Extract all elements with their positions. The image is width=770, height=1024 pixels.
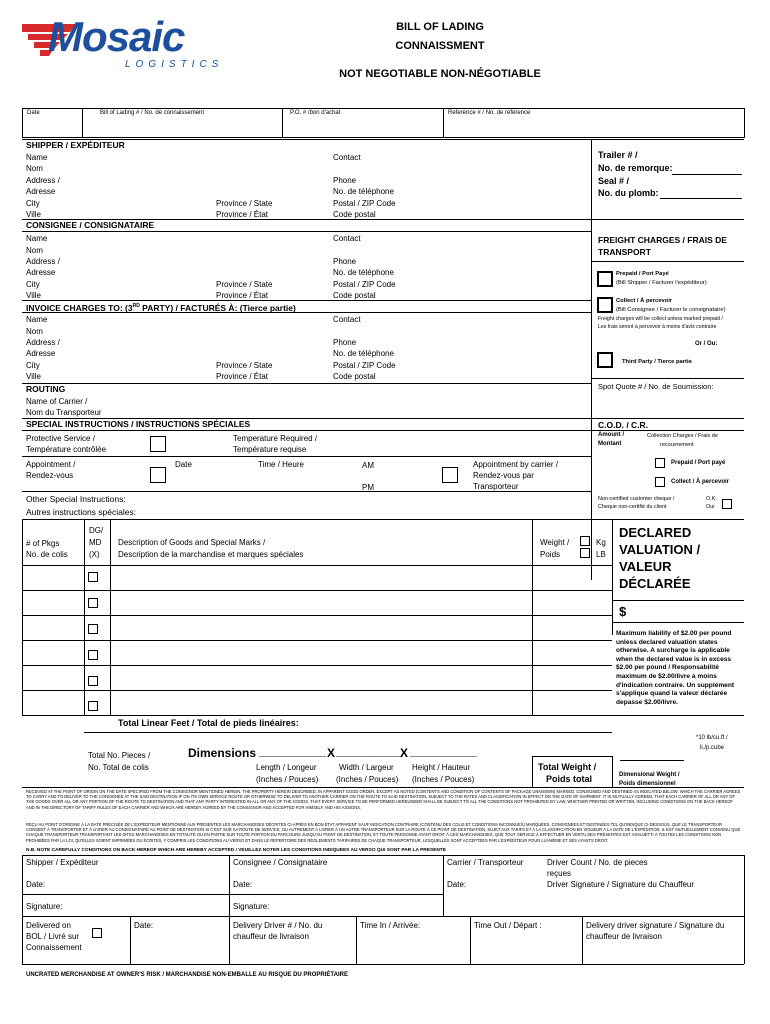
weight-label: Weight / — [540, 538, 570, 547]
other-instructions-fr-label: Autres instructions spéciales: — [26, 507, 137, 517]
delivery-date-label[interactable]: Date: — [134, 921, 154, 930]
dg-checkbox-3[interactable] — [88, 624, 98, 634]
invoice-phone-fr-label: No. de téléphone — [333, 349, 394, 358]
remorque-label: No. de remorque: — [598, 163, 673, 173]
consignee-nom-label: Nom — [26, 246, 43, 255]
freight-collect-label: Collect / À percevoir — [616, 298, 673, 304]
shipper-city-label: City — [26, 199, 40, 208]
freight-prepaid-checkbox[interactable] — [597, 271, 613, 287]
company-logo — [20, 13, 224, 74]
freight-note-2: Les frais seront à percevoir à moins d'avis contraire — [598, 324, 717, 330]
total-pieces-label: Total No. Pieces / — [88, 751, 151, 760]
logo-sub: LOGISTICS — [125, 59, 224, 70]
consignee-ville-label: Ville — [26, 291, 41, 300]
logo-brand: Mosaic — [48, 13, 185, 60]
consignee-contact-label: Contact — [333, 234, 361, 243]
height-label: Height / Hauteur — [412, 763, 471, 772]
shipper-ville-label: Ville — [26, 210, 41, 219]
freight-note-1: Freight charges will be collect unless marked prepaid / — [598, 316, 723, 322]
linear-feet-label: Total Linear Feet / Total de pieds linéaires: — [118, 718, 299, 728]
delivery-signature-label: Delivery driver signature / Signature du — [586, 921, 725, 930]
description-fr-label: Description de la marchandise et marques spéciales — [118, 550, 304, 559]
legal-note: N.B. NOTE CAREFULLY CONDITIONS ON BACK HEREOF WHICH ARE HEREBY ACCEPTED / VEUILLEZ NOTER LES CONDITIONS INDIQUÉES AU VERSO QUI SONT PAR LA PRÉSENTE — [26, 848, 446, 853]
protective-service-fr-label: Température contrôlée — [26, 445, 107, 454]
freight-or: Or / Ou: — [695, 341, 718, 347]
dg-checkbox-4[interactable] — [88, 650, 98, 660]
seal-label: Seal # / — [598, 176, 630, 186]
cube-rate-label: *10 lb/cu.ft / — [696, 735, 728, 741]
routing-title: ROUTING — [26, 384, 66, 394]
cod-prepaid-checkbox[interactable] — [655, 458, 665, 468]
weight-lb-checkbox[interactable] — [580, 548, 590, 558]
shipper-nom-label: Nom — [26, 164, 43, 173]
cod-ok-label: O.K. — [706, 496, 717, 502]
consignee-phone-fr-label: No. de téléphone — [333, 268, 394, 277]
dimensions-label: Dimensions — [188, 746, 257, 760]
total-weight-label: Total Weight / — [538, 762, 597, 772]
shipper-adresse-label: Adresse — [26, 187, 56, 196]
dimensional-weight-label: Dimensional Weight / — [619, 772, 680, 778]
freight-prepaid-sub: (Bill Shipper / Facturer l'expéditeur) — [616, 280, 707, 286]
cod-fees-label-2: recouvrement — [660, 442, 694, 448]
driver-signature-label: Driver Signature / Signature du Chauffeur — [547, 880, 695, 889]
dg-checkbox-2[interactable] — [88, 598, 98, 608]
delivery-driver-number-label-2: chauffeur de livraison — [233, 932, 309, 941]
freight-collect-sub: (Bill Consignee / Facturer le consignataire) — [616, 307, 726, 313]
declared-title-3: VALEUR — [619, 559, 672, 574]
lb-label: LB — [596, 550, 606, 559]
dimensional-weight-fr-label: Poids dimensionnel — [619, 781, 676, 787]
title-not-negotiable: NOT NEGOTIABLE NON-NÉGOTIABLE — [339, 68, 541, 80]
cod-ok-checkbox[interactable] — [722, 499, 732, 509]
x-label: (X) — [89, 550, 100, 559]
invoice-phone-label: Phone — [333, 338, 357, 347]
dimension-x-2: X — [400, 746, 409, 760]
cod-fees-label: Collection Charges / Frais de — [647, 433, 718, 439]
md-label: MD — [89, 538, 102, 547]
width-label: Width / Largeur — [339, 763, 394, 772]
consignee-title: CONSIGNEE / CONSIGNATAIRE — [26, 220, 155, 230]
protective-service-checkbox[interactable] — [150, 436, 166, 452]
legal-terms-french: REÇU AU POINT D'ORIGINE À LA DATE PRÉCISÉE DE L'EXPÉDITEUR MENTIONNÉ AUX PRÉSENTES LES MARCHANDISES DÉCRITES CI-APRÈS EN BON ÉTAT APPARENT SAUF INDICATION CONTRAIRE (CONTENU DES COLIS ET CONDITIONS INCONNUES) MARQUÉES, CONSIGNÉES ET DESTINÉES TEL QU'INDIQUÉ CI-DESSOUS, QUE LE TRANSPORTEUR CONSENT À TRANSPORTER ET À LIVRER AU CONSIGNATAIRE AU POINT DE DESTINATION SI C'EST SUR SA ROUTE DE SERVICE, OU AUTREMENT À LIVRER À UN AUTRE TRANSPORTEUR SUR LA ROUTE À CE POINT DE DESTINATION, SUJET AUX TARIFS ET À LA CLASSIFICATION EN VIGUEUR À LA DATE DE L'EXPÉDITION. IL EST MUTUELLEMENT CONVENU QUE CHAQUE TRANSPORTEUR TRANSPORTANT LES DITES MARCHANDISES EN TOTALITÉ OU EN PARTIE SUR TOUTE PORTION DU PARCOURS JUSQU'AU POINT DE DESTINATION, ET TOUTE PERSONNE AYANT DROIT À CES MARCHANDISES, QUE TOUT SERVICE À EFFECTUER EN VERTU DES PRÉSENTES EST ASSUJETTI À TOUTES LES CONDITIONS NON PROHIBÉES PAR LA LOI, QU'ELLES SOIENT IMPRIMÉES OU ÉCRITES, Y COMPRIS LES CONDITIONS AU VERSO ET DANS LE RÉPERTOIRE DES RÈGLEMENTS TARIFAIRES DE CHAQUE TRANSPORTEUR, LESQUELLES SONT ACCEPTÉES PAR L'EXPÉDITEUR POUR LUI-MÊME ET SES AYANTS DROIT. — [26, 822, 741, 843]
dimension-x-1: X — [327, 746, 336, 760]
driver-count-label: Driver Count / No. de pieces — [547, 858, 648, 867]
shipper-name-label: Name — [26, 153, 48, 162]
appointment-by-carrier-label-3: Transporteur — [473, 482, 519, 491]
invoice-city-label: City — [26, 361, 40, 370]
invoice-postal-fr-label: Code postal — [333, 372, 376, 381]
appointment-by-carrier-label: Appointment by carrier / — [473, 460, 558, 469]
appointment-label: Appointment / — [26, 460, 76, 469]
consignee-address-label: Address / — [26, 257, 60, 266]
sign-shipper-date[interactable]: Date: — [26, 880, 46, 889]
protective-service-label: Protective Service / — [26, 434, 95, 443]
kg-label: Kg — [596, 538, 606, 547]
invoice-province-label: Province / State — [216, 361, 273, 370]
trailer-label: Trailer # / — [598, 150, 638, 160]
appointment-by-carrier-checkbox[interactable] — [442, 467, 458, 483]
consignee-postal-fr-label: Code postal — [333, 291, 376, 300]
title-bol: BILL OF LADING — [396, 21, 484, 33]
appointment-by-carrier-label-2: Rendez-vous par — [473, 471, 534, 480]
cod-montant-label: Montant — [598, 441, 622, 447]
appointment-checkbox[interactable] — [150, 467, 166, 483]
shipper-phone-fr-label: No. de téléphone — [333, 187, 394, 196]
delivery-signature-label-2: chauffeur de livraison — [586, 932, 662, 941]
dg-label: DG/ — [89, 526, 104, 535]
consignee-adresse-label: Adresse — [26, 268, 56, 277]
length-unit-label: (Inches / Pouces) — [256, 775, 319, 784]
cod-collect-label: Collect / À percevoir — [671, 479, 730, 485]
freight-collect-checkbox[interactable] — [597, 297, 613, 313]
cod-prepaid-label: Prepaid / Port payé — [671, 460, 726, 466]
cod-oui-label: Oui — [706, 504, 715, 510]
invoice-address-label: Address / — [26, 338, 60, 347]
sign-consignee-signature[interactable]: Signature: — [233, 902, 270, 911]
date-field[interactable]: Date — [27, 110, 40, 116]
temperature-required-label: Temperature Required / — [233, 434, 318, 443]
declared-title-2: VALUATION / — [619, 542, 701, 557]
consignee-province-fr-label: Province / État — [216, 291, 269, 300]
other-instructions-label: Other Special Instructions: — [26, 494, 126, 504]
sign-consignee-label: Consignee / Consignataire — [233, 858, 328, 867]
driver-count-label-2: reçues — [547, 869, 572, 878]
delivered-on-label-3: Connaissement — [26, 943, 82, 952]
width-unit-label: (Inches / Pouces) — [336, 775, 399, 784]
legal-terms-english: RECEIVED AT THE POINT OF ORIGIN ON THE DATE SPECIFIED FROM THE CONSIGNOR MENTIONED HEREIN, THE PROPERTY HEREIN DESCRIBED, IN APPARENT GOOD ORDER, EXCEPT AS NOTED (CONTENTS AND CONDITION OF CONTENTS OF PACKAGE UNKNOWN) MARKED, CONSIGNED AND DESTINED AS INDICATED BELOW, WHICH THE CARRIER AGREES TO CARRY AND TO DELIVER TO THE CONSIGNEE AT THE SAID DESTINATION IF ON ITS OWN SERVICE ROUTE OR OTHERWISE TO DELIVER TO ANOTHER CARRIER ON THE ROUTE TO SAID DESTINATION, SUBJECT TO THE RATES AND CLASSIFICATION IN EFFECT ON THE DATE OF SHIPMENT. IT IS MUTUALLY AGREED, THAT EACH CARRIER OF ALL OR ANY OF THE GOODS OVER ALL OR ANY PORTION OF THE ROUTE TO DESTINATION AND THAT ANY PARTY INTERESTED IN ALL OR ANY OF THE GOODS, THAT EVERY SERVICE TO BE PERFORMED HEREUNDER SHALL BE SUBJECT TO ALL THE CONDITIONS NOT PROHIBITED BY LAW, WHETHER PRINTED OR WRITTEN, INCLUDING CONDITIONS ON THE BACK HEREOF AND IN THE DIRECTORY OF TARIFF RULES OF EACH CARRIER AND WHICH ARE HEREBY AGREED BY THE CONSIGNOR AND ACCEPTED FOR HIMSELF AND HIS ASSIGNS. — [26, 789, 741, 810]
dg-checkbox-5[interactable] — [88, 676, 98, 686]
invoice-name-label: Name — [26, 315, 48, 324]
plomb-label: No. du plomb: — [598, 188, 659, 198]
total-pieces-fr-label: No. Total de colis — [88, 763, 149, 772]
colis-label: No. de colis — [26, 550, 68, 559]
shipper-postal-fr-label: Code postal — [333, 210, 376, 219]
delivered-on-label: Delivered on — [26, 921, 71, 930]
temperature-required-fr-label: Température requise — [233, 445, 307, 454]
carrier-name-label: Name of Carrier / — [26, 397, 88, 406]
dg-checkbox-1[interactable] — [88, 572, 98, 582]
invoice-province-fr-label: Province / État — [216, 372, 269, 381]
invoice-charges-title: INVOICE CHARGES TO: (3RD PARTY) / FACTURÉS À: (Tierce partie) — [26, 302, 296, 313]
poids-label: Poids — [540, 550, 561, 559]
time-out-label[interactable]: Time Out / Départ : — [474, 921, 542, 930]
consignee-name-label: Name — [26, 234, 48, 243]
shipper-postal-label: Postal / ZIP Code — [333, 199, 396, 208]
declared-value-dollar[interactable]: $ — [619, 604, 627, 619]
cod-cheque-label-2: Cheque non-certifié du client — [598, 504, 667, 510]
special-instructions-title: SPECIAL INSTRUCTIONS / INSTRUCTIONS SPÉCIALES — [26, 419, 251, 429]
consignee-postal-label: Postal / ZIP Code — [333, 280, 396, 289]
dimension-length-blank[interactable]: __________ — [259, 744, 326, 758]
pkgs-label: # of Pkgs — [26, 539, 60, 548]
freight-third-party-checkbox[interactable] — [597, 352, 613, 368]
consignee-province-label: Province / State — [216, 280, 273, 289]
appointment-time-label: Time / Heure — [258, 460, 304, 469]
time-in-label[interactable]: Time In / Arrivée: — [360, 921, 421, 930]
cod-collect-checkbox[interactable] — [655, 477, 665, 487]
declared-title-1: DECLARED — [619, 525, 692, 540]
consignee-phone-label: Phone — [333, 257, 357, 266]
appointment-pm-label: PM — [362, 483, 374, 492]
spot-quote-label: Spot Quote # / No. de Soumission: — [598, 382, 714, 391]
invoice-postal-label: Postal / ZIP Code — [333, 361, 396, 370]
consignee-city-label: City — [26, 280, 40, 289]
sign-shipper-signature[interactable]: Signature: — [26, 902, 63, 911]
total-weight-fr-label: Poids total — [546, 774, 593, 784]
freight-third-party-label: Third Party / Tierce partie — [622, 359, 692, 365]
shipper-province-fr-label: Province / État — [216, 210, 269, 219]
dimension-height-blank[interactable]: __________ — [410, 744, 477, 758]
shipper-title: SHIPPER / EXPÉDITEUR — [26, 140, 125, 150]
freight-prepaid-label: Prepaid / Port Payé — [616, 271, 669, 277]
cod-title: C.O.D. / C.R. — [598, 420, 649, 430]
freight-charges-title: FREIGHT CHARGES / FRAIS DE TRANSPORT — [598, 235, 727, 257]
invoice-nom-label: Nom — [26, 327, 43, 336]
invoice-ville-label: Ville — [26, 372, 41, 381]
delivery-driver-number-label: Delivery Driver # / No. du — [233, 921, 323, 930]
delivered-on-label-2: BOL / Livré sur — [26, 932, 80, 941]
weight-kg-checkbox[interactable] — [580, 536, 590, 546]
cod-cheque-label: Non-certified customer cheque / — [598, 496, 675, 502]
dimension-width-blank[interactable]: __________ — [336, 744, 403, 758]
description-label: Description of Goods and Special Marks / — [118, 538, 266, 547]
shipper-province-label: Province / State — [216, 199, 273, 208]
footer-uncrated-notice: UNCRATED MERCHANDISE AT OWNER'S RISK / MARCHANDISE NON-EMBALLE AU RISQUE DU PROPRIÉTAIRE — [26, 972, 348, 978]
title-connaissement: CONNAISSMENT — [395, 40, 485, 52]
bol-number-field[interactable]: Bill of Lading # / No. de connaissement — [100, 110, 205, 116]
invoice-contact-label: Contact — [333, 315, 361, 324]
carrier-name-fr-label: Nom du Transporteur — [26, 408, 102, 417]
po-number-field[interactable]: P.O. # /bon d'achat — [290, 110, 341, 116]
dg-checkbox-6[interactable] — [88, 701, 98, 711]
sign-carrier-date[interactable]: Date: — [447, 880, 467, 889]
shipper-address-label: Address / — [26, 176, 60, 185]
delivered-on-bol-checkbox[interactable] — [92, 928, 102, 938]
appointment-date-label: Date — [175, 460, 192, 469]
length-label: Length / Longeur — [256, 763, 317, 772]
shipper-phone-label: Phone — [333, 176, 357, 185]
cod-amount-label: Amount / — [598, 432, 624, 438]
shipper-contact-label: Contact — [333, 153, 361, 162]
sign-carrier-label: Carrier / Transporteur — [447, 858, 524, 867]
height-unit-label: (Inches / Pouces) — [412, 775, 475, 784]
invoice-adresse-label: Adresse — [26, 349, 56, 358]
reference-number-field[interactable]: Reference # / No. de référence — [448, 110, 531, 116]
sign-consignee-date[interactable]: Date: — [233, 880, 253, 889]
declared-title-4: DÉCLARÉE — [619, 576, 691, 591]
appointment-fr-label: Rendez-vous — [26, 471, 74, 480]
cube-rate-label-2: li./p.cube — [700, 745, 725, 751]
appointment-am-label: AM — [362, 461, 374, 470]
sign-shipper-label: Shipper / Expéditeur — [26, 858, 99, 867]
declared-liability-text: Maximum liability of $2.00 per pound unless declared valuation states otherwise. A surcharge is applicable when the declared value is in excess $2.00 per pound / Responsabilité maximum de $2.00/livre à moins d'indication contraire. Un supplément s'applique quand la valeur déclarée depasse $2.00/livre. — [616, 630, 735, 706]
